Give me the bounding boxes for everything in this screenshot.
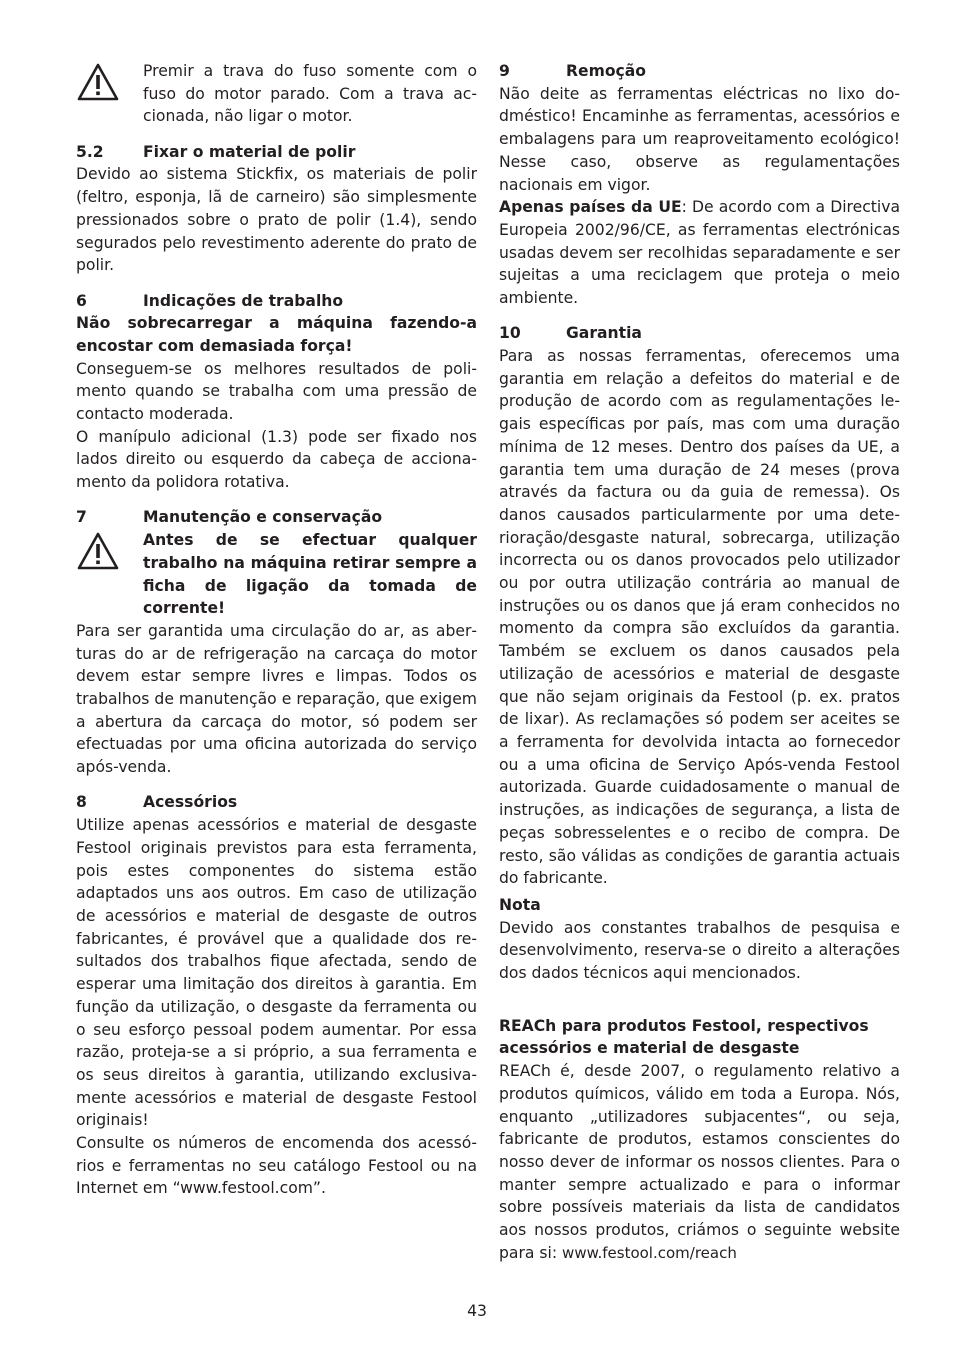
section-heading-5-2: 5.2 Fixar o material de polir [76,142,356,161]
section-6-paragraph-2: O manípulo adicional (1.3) pode ser fixado nos lados direito ou esquerdo da cabeça de accionamento da polidora rotativa. [76,427,477,492]
warning-triangle-icon [76,529,143,578]
section-6-paragraph-1: Conseguem-se os melhores resultados de polimento quando se trabalha com uma pressão de contacto moderada. [76,359,477,424]
reach-website-link[interactable]: www.festool.com/reach [562,1243,737,1262]
nota-heading: Nota [499,895,541,914]
nota-body: Devido aos constantes trabalhos de pesquisa e desenvolvimento, reserva-se o direito a alterações dos dados técnicos aqui mencionados. [499,918,900,983]
left-column [76,60,477,1200]
warning-text: Antes de se efectuar qualquer trabalho na máquina retirar sempre a ficha de ligação da tomada de corrente! [143,531,477,618]
section-body-5-2: Devido ao sistema Stickfix, os materiais de polir (feltro, esponja, lã de carneiro) são simplesmente pressionados sobre o prato de polir (1.4), sendo segurados pelo revestimento aderente do prato de polir. [76,165,477,275]
section-body-7: Para ser garantida uma circulação do ar, as aberturas do ar de refrigeração na carcaça do motor devem estar sempre livres e limpas. Todos os trabalhos de manutenção e reparação, que exigem a abertura da carcaça do motor, só podem ser efectuadas por uma oficina autorizada do serviço após-venda. [76,621,477,777]
spindle-lock-warning [76,60,477,128]
section-heading-9: 9 Remoção [499,62,647,80]
page-number: 43 [467,1302,487,1320]
section-9-eu-paragraph: Apenas países da UE: De acordo com a Directiva Europeia 2002/96/CE, as ferramentas electrónicas usadas devem ser recolhidas separadamente e ser sujeitas a uma reciclagem que proteja o meio ambiente. [499,198,900,308]
eu-label: Apenas países da UE [499,198,682,217]
section-heading-7: 7 Manutenção e conservação [76,508,383,527]
section-8-paragraph-2: Consulte os números de encomenda dos acessórios e ferramentas no seu catálogo Festool ou na Internet em “www.festool.com”. [76,1134,477,1198]
section-heading-6: 6 Indicações de trabalho [76,291,344,310]
maintenance-warning [76,529,477,620]
section-6-bold-note: Não sobrecarregar a máquina fazendo-a encostar com demasiada força! [76,314,477,355]
section-heading-8: 8 Acessórios [76,793,238,812]
reach-body: REACh é, desde 2007, o regulamento relativo a produtos químicos, válido em toda a Europa. Nós, enquanto „utilizadores subjacentes“, ou seja, fabricante de produtos, estamos conscientes do nosso dever de informar os nossos clientes. Para o manter sempre actualizado e para o informar sobre possíveis materiais da lista de candidatos aos nossos produtos, criámos o seguinte website para si: www.festool.com/reach [499,1062,900,1262]
reach-heading: REACh para produtos Festool, respectivos acessórios e material de desgaste [499,1016,869,1058]
right-column [499,60,900,1264]
section-8-paragraph-1: Utilize apenas acessórios e material de desgaste Festool originais previstos para esta ferramenta, pois estes componentes do sistema estão adaptados uns aos outros. Em caso de utilização de acessórios e material de desgaste de outros fabricantes, é provável que a qualidade dos resultados dos trabalhos fique afectada, sendo de esperar uma limitação dos direitos à garantia. Em função da utilização, o desgaste da ferramenta ou o seu esforço pessoal podem aumentar. Por essa razão, proteja-se a si próprio, a sua ferramenta e os seus direitos à garantia, utilizando exclusivamente acessórios e material de desgaste Festool originais! [76,816,477,1130]
warning-triangle-icon [76,60,143,109]
section-body-10: Para as nossas ferramentas, oferecemos uma garantia em relação a defeitos do material e de produção de acordo com as regulamentações legais específicas por país, mas com uma duração mínima de 12 meses. Dentro dos países da UE, a garantia tem uma duração de 24 meses (prova através da factura ou da guia de remessa). Os danos causados particularmente por uma deterioração/desgaste natural, sobrecarga, utilização incorrecta ou os danos provocados pelo utilizador ou por outra utilização contrária ao manual de instruções ou os danos que já eram conhecidos no momento da compra são excluídos da garantia. Também se excluem os danos causados pela utilização de acessórios e material de desgaste que não sejam originais da Festool (p. ex. pratos de lixar). As reclamações só podem ser aceites se a ferramenta for devolvida intacta ao fornecedor ou a uma oficina de Serviço Após-venda Festool autorizada. Guarde cuidadosamente o manual de instruções, as indicações de segurança, a lista de peças sobresselentes e o recibo de compra. De resto, são válidas as condições de garantia actuais do fabricante. [499,347,900,888]
warning-text: Premir a trava do fuso somente com o fuso do motor parado. Com a trava accionada, não ligar o motor. [143,62,477,126]
section-heading-10: 10 Garantia [499,324,642,343]
section-9-paragraph-1: Não deite as ferramentas eléctricas no lixo dodméstico! Encaminhe as ferramentas, acessórios e embalagens para um reaproveitamento ecológico! Nesse caso, observe as regulamentações nacionais em vigor. [499,84,900,194]
